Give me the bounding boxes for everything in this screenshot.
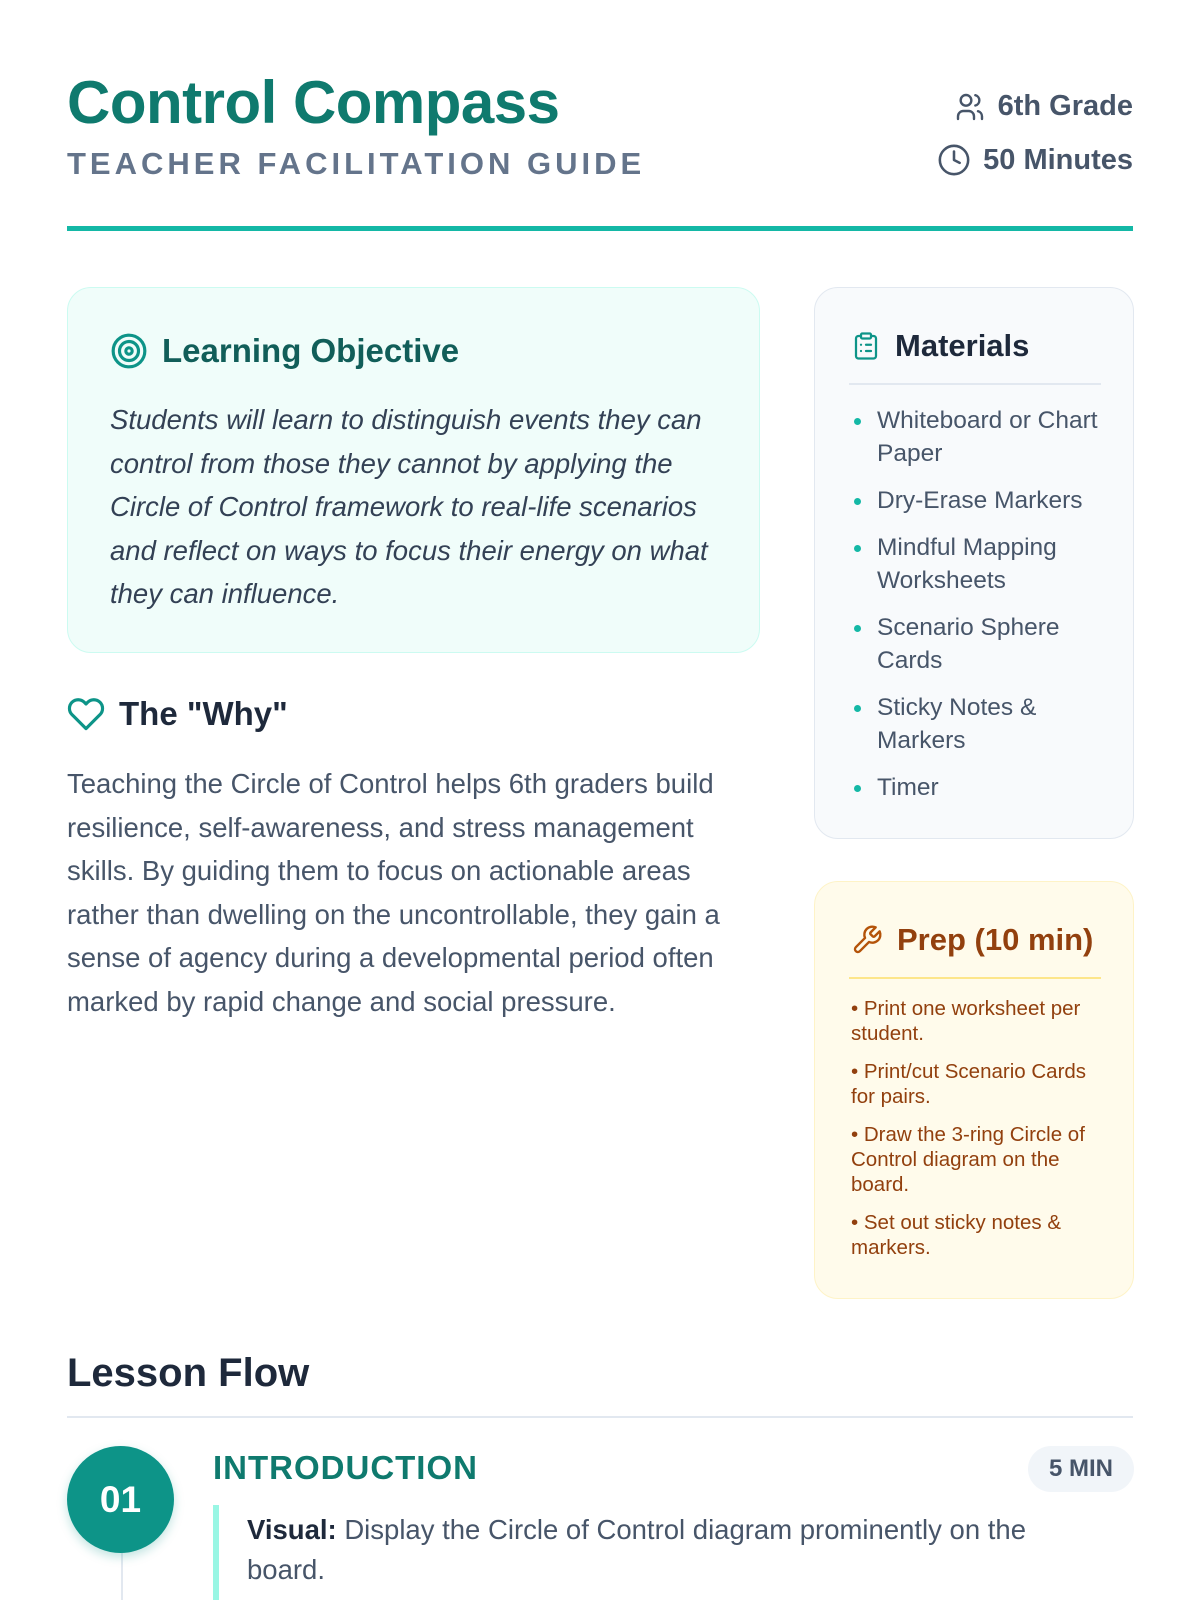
step-duration-badge: 5 MIN (1028, 1446, 1134, 1492)
step-text: Display the Circle of Control diagram prominently on the board. (247, 1514, 1027, 1585)
grade-meta (954, 90, 1133, 123)
prep-list (851, 996, 1107, 1273)
materials-card (814, 287, 1134, 839)
prep-heading (851, 922, 1093, 958)
materials-item: Timer (851, 771, 1111, 804)
learning-objective-title: Learning Objective (162, 332, 460, 369)
prep-divider (849, 977, 1101, 979)
grade-label: 6th Grade (997, 90, 1133, 122)
duration-label: 50 Minutes (983, 143, 1133, 176)
prep-item: • Set out sticky notes & markers. (851, 1211, 1061, 1259)
page-header (67, 60, 1133, 235)
prep-card (814, 881, 1134, 1299)
why-title: The "Why" (119, 695, 288, 732)
page-subtitle: TEACHER FACILITATION GUIDE (67, 146, 646, 181)
why-heading (67, 695, 288, 733)
prep-item: • Draw the 3-ring Circle of Control diagram on the board. (851, 1123, 1085, 1196)
lesson-flow-divider (67, 1416, 1133, 1418)
step-description (247, 1510, 1097, 1590)
prep-item: • Print/cut Scenario Cards for pairs. (851, 1060, 1087, 1108)
target-icon (110, 332, 148, 370)
materials-divider (849, 383, 1101, 385)
learning-objective-card (67, 287, 760, 653)
duration-meta (937, 143, 1133, 177)
materials-item: Scenario Sphere Cards (851, 611, 1111, 677)
prep-item: • Print one worksheet per student. (851, 997, 1081, 1045)
materials-item: Sticky Notes & Markers (851, 691, 1111, 757)
why-text: Teaching the Circle of Control helps 6th graders build resilience, self-awareness, and stress management skills. By guiding them to focus on actionable areas rather than dwelling on the uncontrollable, they gain a sense of agency during a developmental period often marked by rapid change and social pressure. (67, 768, 720, 1017)
step-accent-bar (213, 1505, 219, 1600)
clock-icon (937, 143, 971, 177)
page-title: Control Compass (67, 69, 560, 136)
lesson-flow-title: Lesson Flow (67, 1351, 310, 1395)
learning-objective-text: Students will learn to distinguish events they can control from those they cannot by applying the Circle of Control framework to real-life scenarios and reflect on ways to focus their energy on what they can influence. (110, 404, 708, 609)
materials-title: Materials (895, 328, 1030, 363)
prep-title: Prep (10 min) (897, 922, 1094, 957)
learning-objective-heading (110, 332, 459, 370)
materials-item: Mindful Mapping Worksheets (851, 531, 1111, 597)
materials-item: Dry-Erase Markers (851, 484, 1111, 517)
heart-icon (67, 695, 105, 733)
header-divider (67, 226, 1133, 231)
step-title: INTRODUCTION (213, 1449, 478, 1486)
materials-list (851, 404, 1111, 818)
materials-item: Whiteboard or Chart Paper (851, 404, 1111, 470)
clipboard-list-icon (851, 329, 881, 363)
materials-heading (851, 328, 1029, 364)
wrench-icon (851, 924, 883, 956)
step-label: Visual: (247, 1514, 337, 1545)
step-number: 01 (67, 1446, 174, 1553)
users-icon (954, 91, 986, 123)
